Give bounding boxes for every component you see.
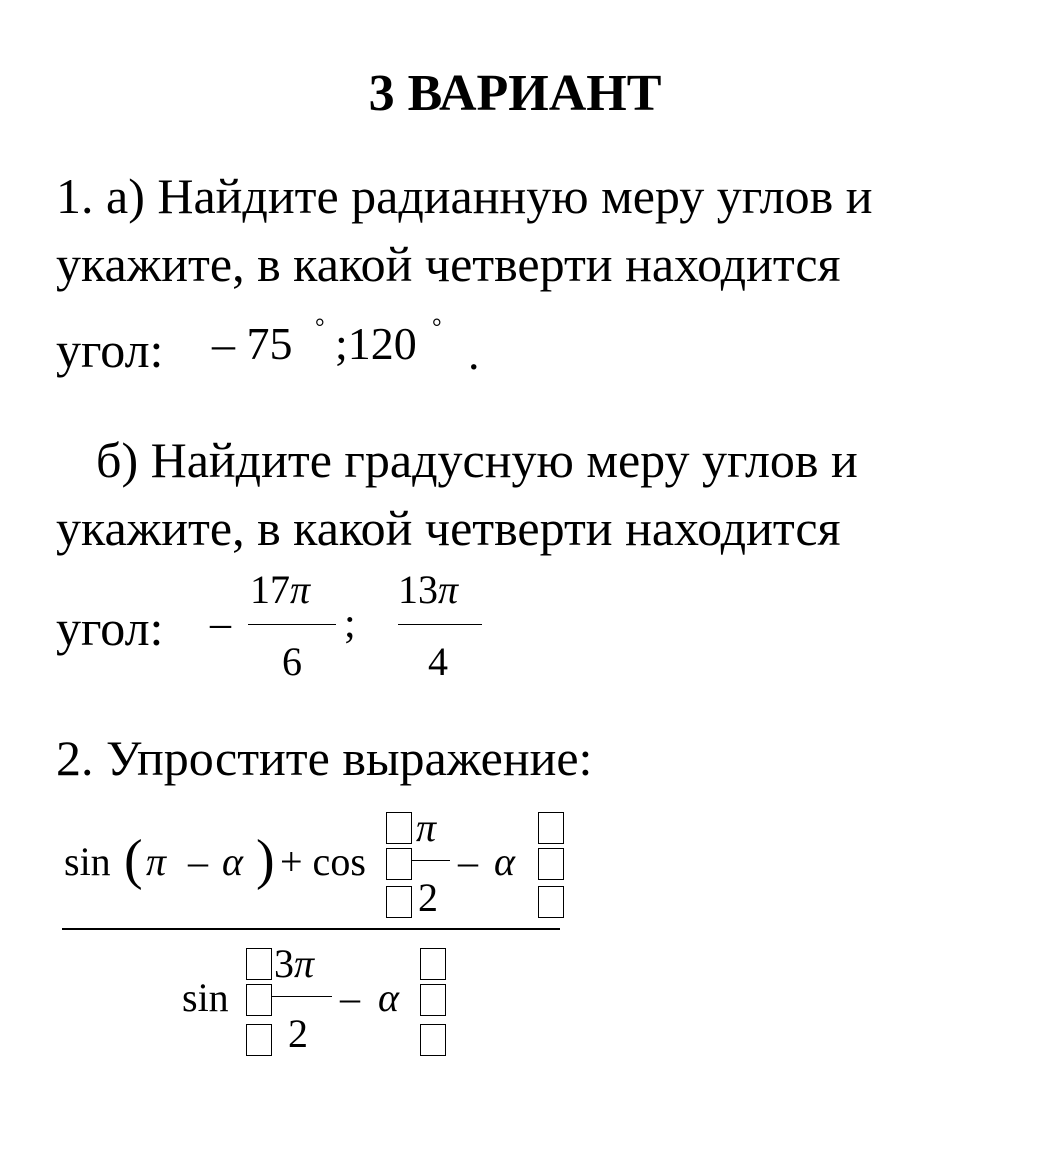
task1b-line2: укажите, в какой четверти находится bbox=[56, 500, 841, 556]
missing-glyph-box bbox=[420, 948, 446, 980]
degree-symbol-1: ° bbox=[315, 315, 325, 341]
frac1-numerator: 17π bbox=[250, 567, 311, 612]
missing-glyph-box bbox=[420, 984, 446, 1016]
missing-glyph-box bbox=[386, 886, 412, 918]
missing-glyph-box bbox=[538, 812, 564, 844]
missing-glyph-box bbox=[246, 984, 272, 1016]
num-open-paren: ( bbox=[124, 829, 143, 891]
frac2-denominator: 4 bbox=[428, 639, 448, 684]
frac2-bar bbox=[398, 624, 482, 625]
den-alpha: α bbox=[378, 975, 399, 1020]
main-fraction-bar bbox=[62, 928, 560, 930]
frac1-denominator: 6 bbox=[282, 639, 302, 684]
num-alpha2: α bbox=[494, 839, 515, 884]
missing-glyph-box bbox=[538, 886, 564, 918]
angle-120: ;120 bbox=[335, 318, 417, 369]
num-close-paren: ) bbox=[256, 829, 275, 891]
num-plus-cos: + cos bbox=[280, 839, 366, 884]
page-title: 3 ВАРИАНТ bbox=[368, 65, 662, 122]
num-pi: π bbox=[146, 839, 167, 884]
den-frac-bar bbox=[272, 996, 332, 997]
num-cos-frac-bar bbox=[412, 860, 450, 861]
missing-glyph-box bbox=[386, 812, 412, 844]
frac1-bar bbox=[248, 624, 336, 625]
task1a-line1: 1. а) Найдите радианную меру углов и bbox=[56, 168, 873, 224]
task1b-line1: б) Найдите градусную меру углов и bbox=[96, 432, 858, 488]
num-cos-2: 2 bbox=[418, 875, 438, 920]
num-alpha1: α bbox=[222, 839, 243, 884]
task1a-period: . bbox=[468, 328, 480, 379]
missing-glyph-box bbox=[538, 848, 564, 880]
missing-glyph-box bbox=[420, 1024, 446, 1056]
num-minus1: – bbox=[188, 839, 208, 884]
frac-separator: ; bbox=[344, 601, 356, 647]
den-2: 2 bbox=[288, 1011, 308, 1056]
missing-glyph-box bbox=[246, 948, 272, 980]
frac2-numerator: 13π bbox=[398, 567, 459, 612]
den-minus: – bbox=[340, 975, 360, 1020]
angle-minus-75: – 75 bbox=[212, 318, 293, 369]
task2-line1: 2. Упростите выражение: bbox=[56, 730, 593, 786]
missing-glyph-box bbox=[386, 848, 412, 880]
task1a-label: угол: bbox=[56, 322, 164, 378]
task1a-line2: укажите, в какой четверти находится bbox=[56, 236, 841, 292]
num-minus2: – bbox=[458, 839, 478, 884]
task1b-label: угол: bbox=[56, 600, 164, 656]
num-sin: sin bbox=[64, 839, 111, 884]
degree-symbol-2: ° bbox=[432, 315, 442, 341]
den-sin: sin bbox=[182, 975, 229, 1020]
num-cos-pi: π bbox=[416, 805, 437, 850]
den-3pi: 3π bbox=[274, 941, 315, 986]
missing-glyph-box bbox=[246, 1024, 272, 1056]
frac1-sign: – bbox=[210, 601, 231, 647]
